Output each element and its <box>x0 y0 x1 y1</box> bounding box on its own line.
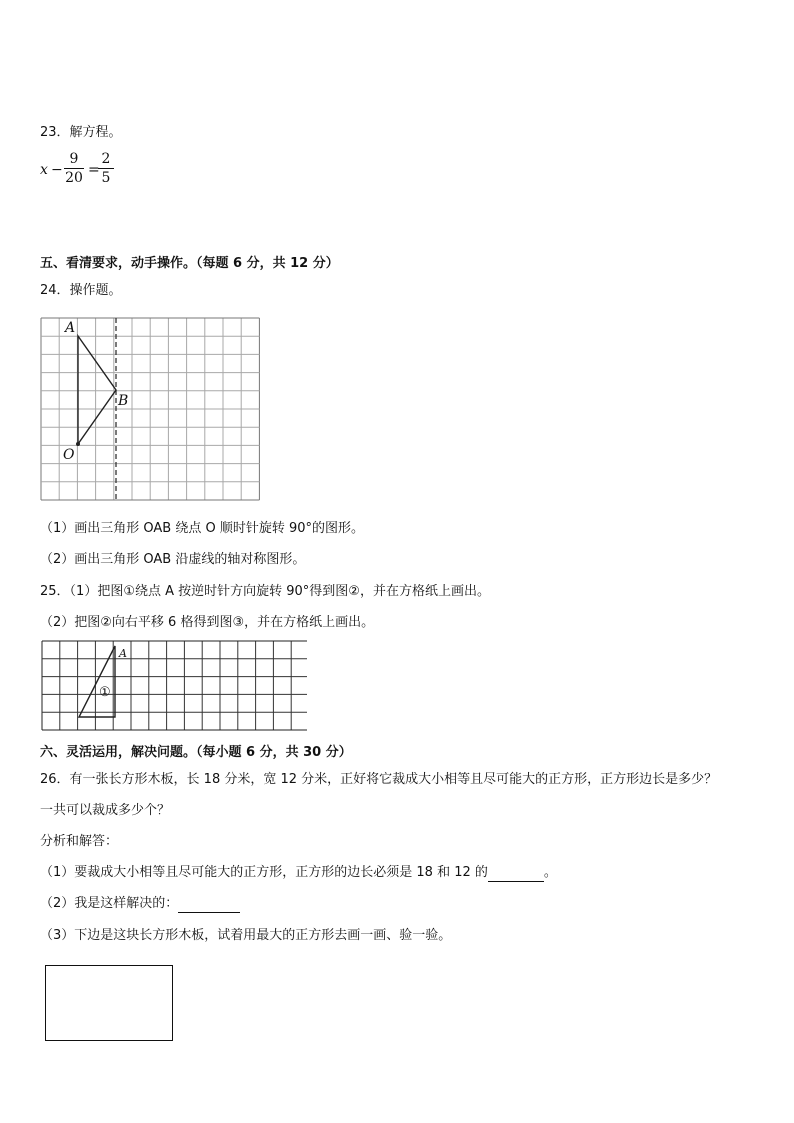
q26-item1-text: （1）要裁成大小相等且尽可能大的正方形，正方形的边长必须是 18 和 12 的 <box>40 865 488 880</box>
shape-1-triangle <box>79 646 115 717</box>
label-shape-1: ① <box>99 685 111 700</box>
q26-item2 <box>40 895 240 913</box>
q26-answer-blank-1[interactable] <box>488 867 544 882</box>
eq-f2-num: 2 <box>101 151 111 167</box>
eq-minus: − <box>51 162 63 178</box>
q26-item2-text: （2）我是这样解决的： <box>40 896 179 911</box>
q24-item1: （1）画出三角形 OAB 绕点 O 顺时针旋转 90°的图形。 <box>40 521 365 536</box>
label-A-25: A <box>119 647 127 660</box>
q26-line1: 26．有一张长方形木板，长 18 分米，宽 12 分米，正好将它裁成大小相等且尽可能大的正方形，正方形边长是多少？ <box>40 772 718 787</box>
eq-f1-num: 9 <box>69 151 79 167</box>
q26-line2: 一共可以裁成多少个？ <box>40 803 171 818</box>
grid24-lines <box>41 318 259 500</box>
eq-equals: = <box>88 162 100 178</box>
label-O: O <box>63 447 75 463</box>
wood-board-rectangle[interactable] <box>45 965 173 1041</box>
section6-heading: 六、灵活运用，解决问题。（每小题 6 分，共 30 分） <box>40 745 352 760</box>
eq-variable: x <box>40 162 48 178</box>
label-A: A <box>65 320 76 336</box>
eq-f1-den: 20 <box>65 170 83 186</box>
point-O <box>76 442 80 446</box>
q26-analysis: 分析和解答： <box>40 834 119 849</box>
q26-item1-end: 。 <box>543 865 557 880</box>
q26-item3: （3）下边是这块长方形木板，试着用最大的正方形去画一画、验一验。 <box>40 928 452 943</box>
q25-grid-figure <box>39 640 307 738</box>
q24-grid-figure <box>38 314 268 504</box>
label-B: B <box>118 393 129 409</box>
eq-fraction-2 <box>96 150 116 187</box>
eq-f2-den: 5 <box>101 170 111 186</box>
section5-heading: 五、看清要求，动手操作。（每题 6 分，共 12 分） <box>40 256 339 271</box>
q24-item2: （2）画出三角形 OAB 沿虚线的轴对称图形。 <box>40 552 306 567</box>
q26-answer-blank-2[interactable] <box>178 898 240 913</box>
eq-fraction-1 <box>62 150 86 187</box>
q25-item2: （2）把图②向右平移 6 格得到图③，并在方格纸上画出。 <box>40 615 375 630</box>
triangle-OAB <box>78 336 116 444</box>
q23-title: 23．解方程。 <box>40 125 122 140</box>
q25-item1: 25．（1）把图①绕点 A 按逆时针方向旋转 90°得到图②，并在方格纸上画出。 <box>40 584 490 599</box>
q26-item1 <box>40 864 557 882</box>
q24-title: 24．操作题。 <box>40 283 122 298</box>
